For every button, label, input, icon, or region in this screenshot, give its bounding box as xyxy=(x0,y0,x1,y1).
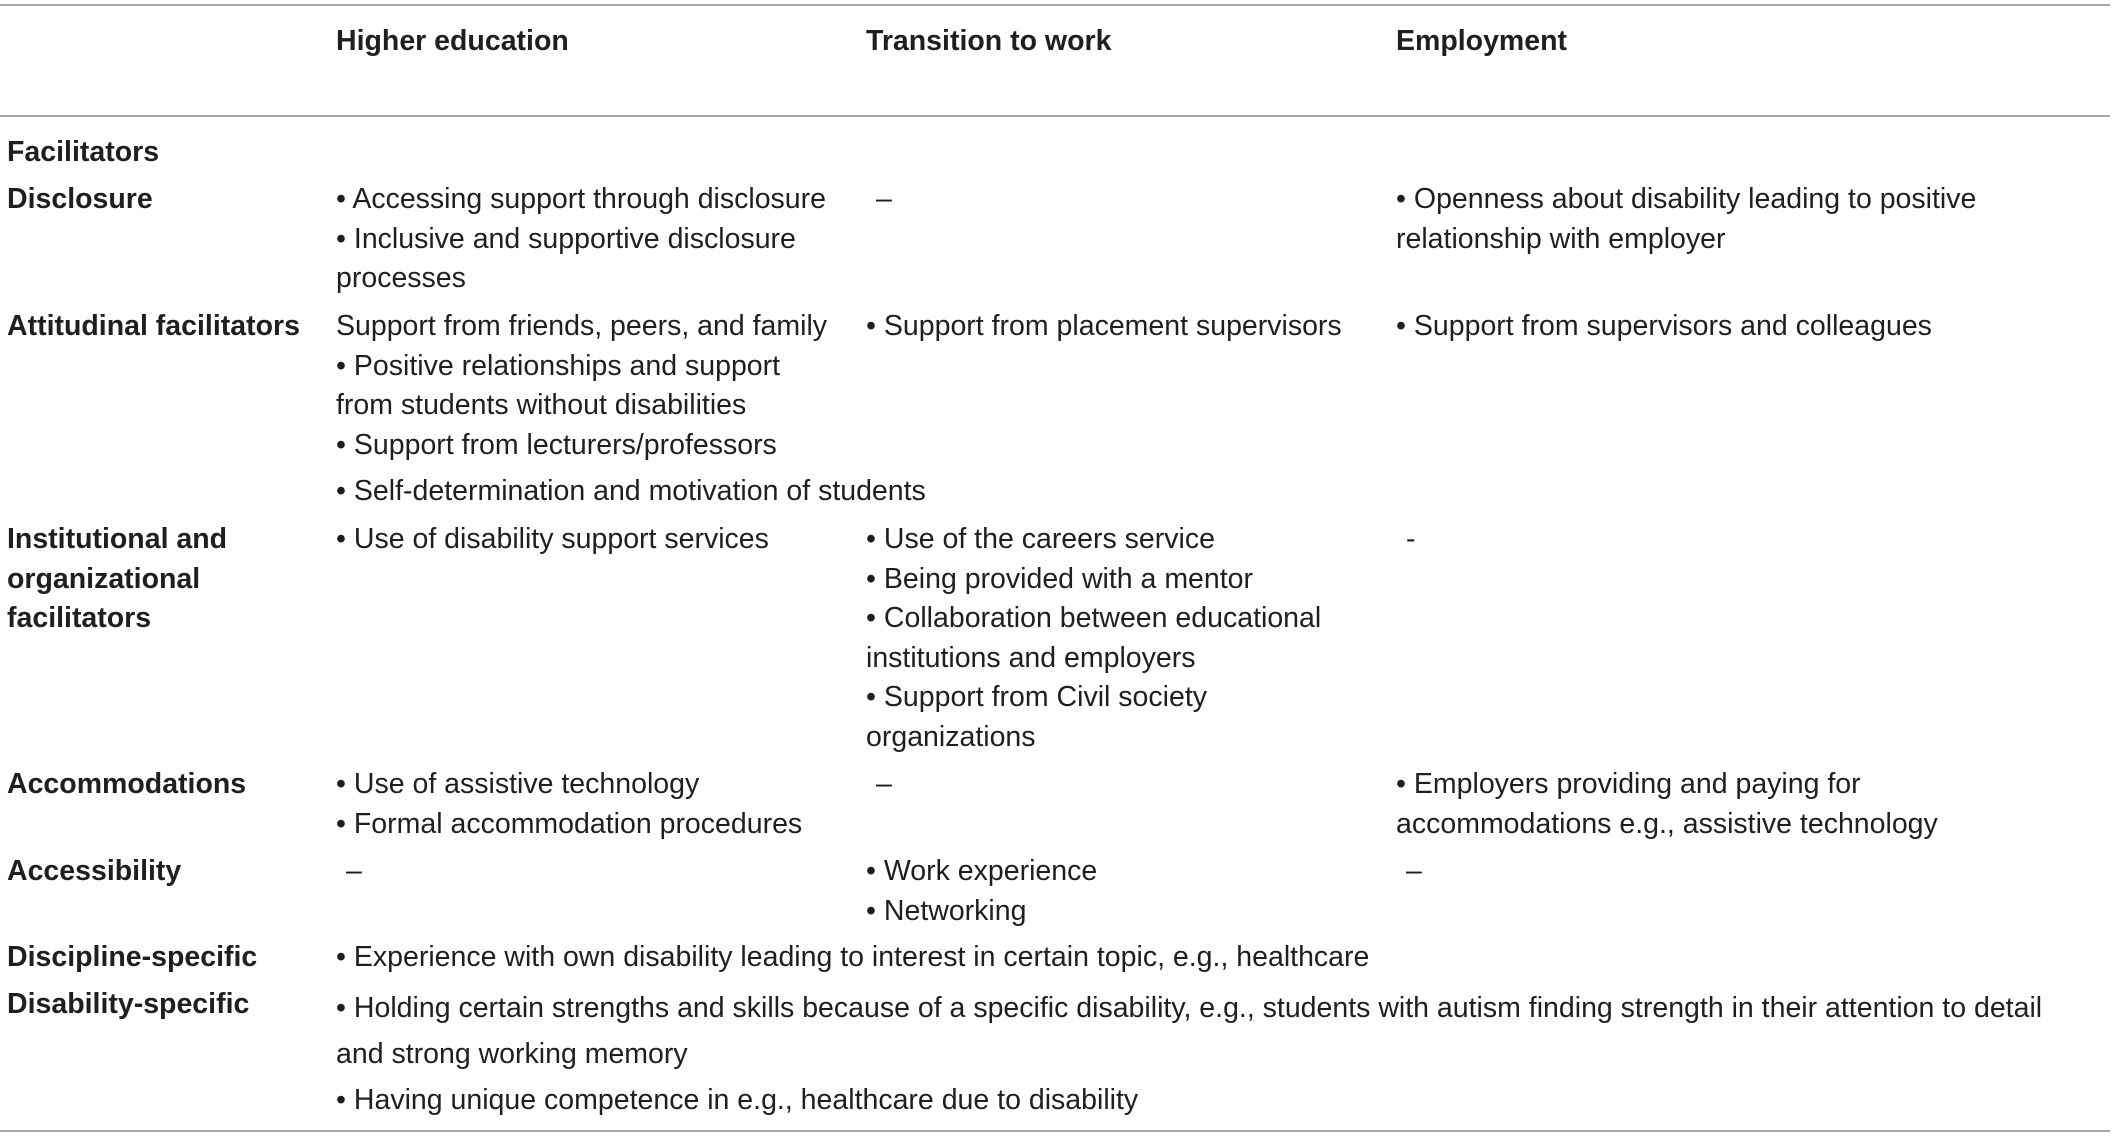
cell-line: • Self-determination and motivation of students xyxy=(336,475,926,507)
cell-spanning xyxy=(336,985,2106,1123)
cell-line: • Use of assistive technology xyxy=(336,768,700,800)
cell-transition-to-work xyxy=(866,852,1396,931)
cell-line: – xyxy=(346,855,362,887)
cell-line: • Support from Civil society xyxy=(866,681,1207,713)
cell-line: and strong working memory xyxy=(336,1038,688,1070)
cell-transition-to-work xyxy=(866,765,1396,805)
bottom-rule xyxy=(0,1130,2110,1132)
cell-transition-to-work xyxy=(866,520,1396,757)
cell-line: • Networking xyxy=(866,894,1027,927)
cell-line: relationship with employer xyxy=(1396,222,1726,255)
column-header-employment: Employment xyxy=(1396,25,1568,57)
row-label: Accessibility xyxy=(7,855,182,887)
cell-line: from students without disabilities xyxy=(336,389,747,421)
row-label: Disclosure xyxy=(7,183,153,215)
cell-line: accommodations e.g., assistive technology xyxy=(1396,807,1938,840)
cell-line: • Experience with own disability leading to interest in certain topic, e.g., healthcare xyxy=(336,941,1370,973)
cell-line: • Employers providing and paying for xyxy=(1396,768,1861,800)
cell-employment xyxy=(1396,852,1996,892)
cell-line: organizations xyxy=(866,720,1036,753)
cell-line: • Having unique competence in e.g., healthcare due to disability xyxy=(336,1084,1139,1116)
cell-line: • Holding certain strengths and skills because of a specific disability, e.g., students with autism finding strength in their attention to detail xyxy=(336,992,2043,1024)
column-header-higher-education: Higher education xyxy=(336,25,569,57)
cell-line: institutions and employers xyxy=(866,641,1196,674)
cell-higher-education xyxy=(336,180,866,299)
cell-employment xyxy=(1396,765,1996,844)
cell-line: • Collaboration between educational xyxy=(866,602,1322,634)
cell-employment xyxy=(1396,520,1996,560)
row-label-line: facilitators xyxy=(7,602,152,634)
column-header-transition-to-work: Transition to work xyxy=(866,25,1112,57)
cell-line: – xyxy=(1406,855,1422,887)
cell-line: - xyxy=(1406,523,1416,555)
cell-line: • Use of disability support services xyxy=(336,523,769,555)
row-label xyxy=(7,520,327,639)
cell-line: • Openness about disability leading to positive xyxy=(1396,183,1977,215)
cell-higher-education xyxy=(336,852,866,892)
cell-line: Support from friends, peers, and family xyxy=(336,310,828,342)
cell-line: • Work experience xyxy=(866,855,1098,887)
cell-line: processes xyxy=(336,262,466,294)
cell-transition-to-work xyxy=(866,180,1396,220)
cell-higher-education xyxy=(336,765,866,844)
cell-line: • Support from placement supervisors xyxy=(866,310,1342,342)
cell-line: • Use of the careers service xyxy=(866,523,1215,555)
row-label: Accommodations xyxy=(7,768,247,800)
section-title-facilitators: Facilitators xyxy=(7,136,160,168)
cell-line: • Support from supervisors and colleagues xyxy=(1396,310,1932,342)
cell-line: • Formal accommodation procedures xyxy=(336,807,803,840)
top-rule xyxy=(0,4,2110,6)
cell-employment xyxy=(1396,307,1996,347)
cell-higher-education xyxy=(336,520,866,560)
row-label: Attitudinal facilitators xyxy=(7,310,300,342)
row-label-line: organizational xyxy=(7,562,201,595)
cell-line: • Accessing support through disclosure xyxy=(336,183,826,215)
cell-line: – xyxy=(876,183,892,215)
cell-spanning xyxy=(336,938,2106,978)
cell-employment xyxy=(1396,180,1996,259)
cell-line: • Support from lecturers/professors xyxy=(336,428,777,461)
cell-line: • Being provided with a mentor xyxy=(866,562,1254,595)
cell-line: • Positive relationships and support xyxy=(336,349,781,382)
row-label: Discipline-specific xyxy=(7,941,258,973)
cell-transition-to-work xyxy=(866,307,1396,347)
cell-line: – xyxy=(876,768,892,800)
cell-line: • Inclusive and supportive disclosure xyxy=(336,222,796,255)
header-rule xyxy=(0,115,2110,117)
row-label: Disability-specific xyxy=(7,988,250,1020)
row-label-line: Institutional and xyxy=(7,523,228,555)
